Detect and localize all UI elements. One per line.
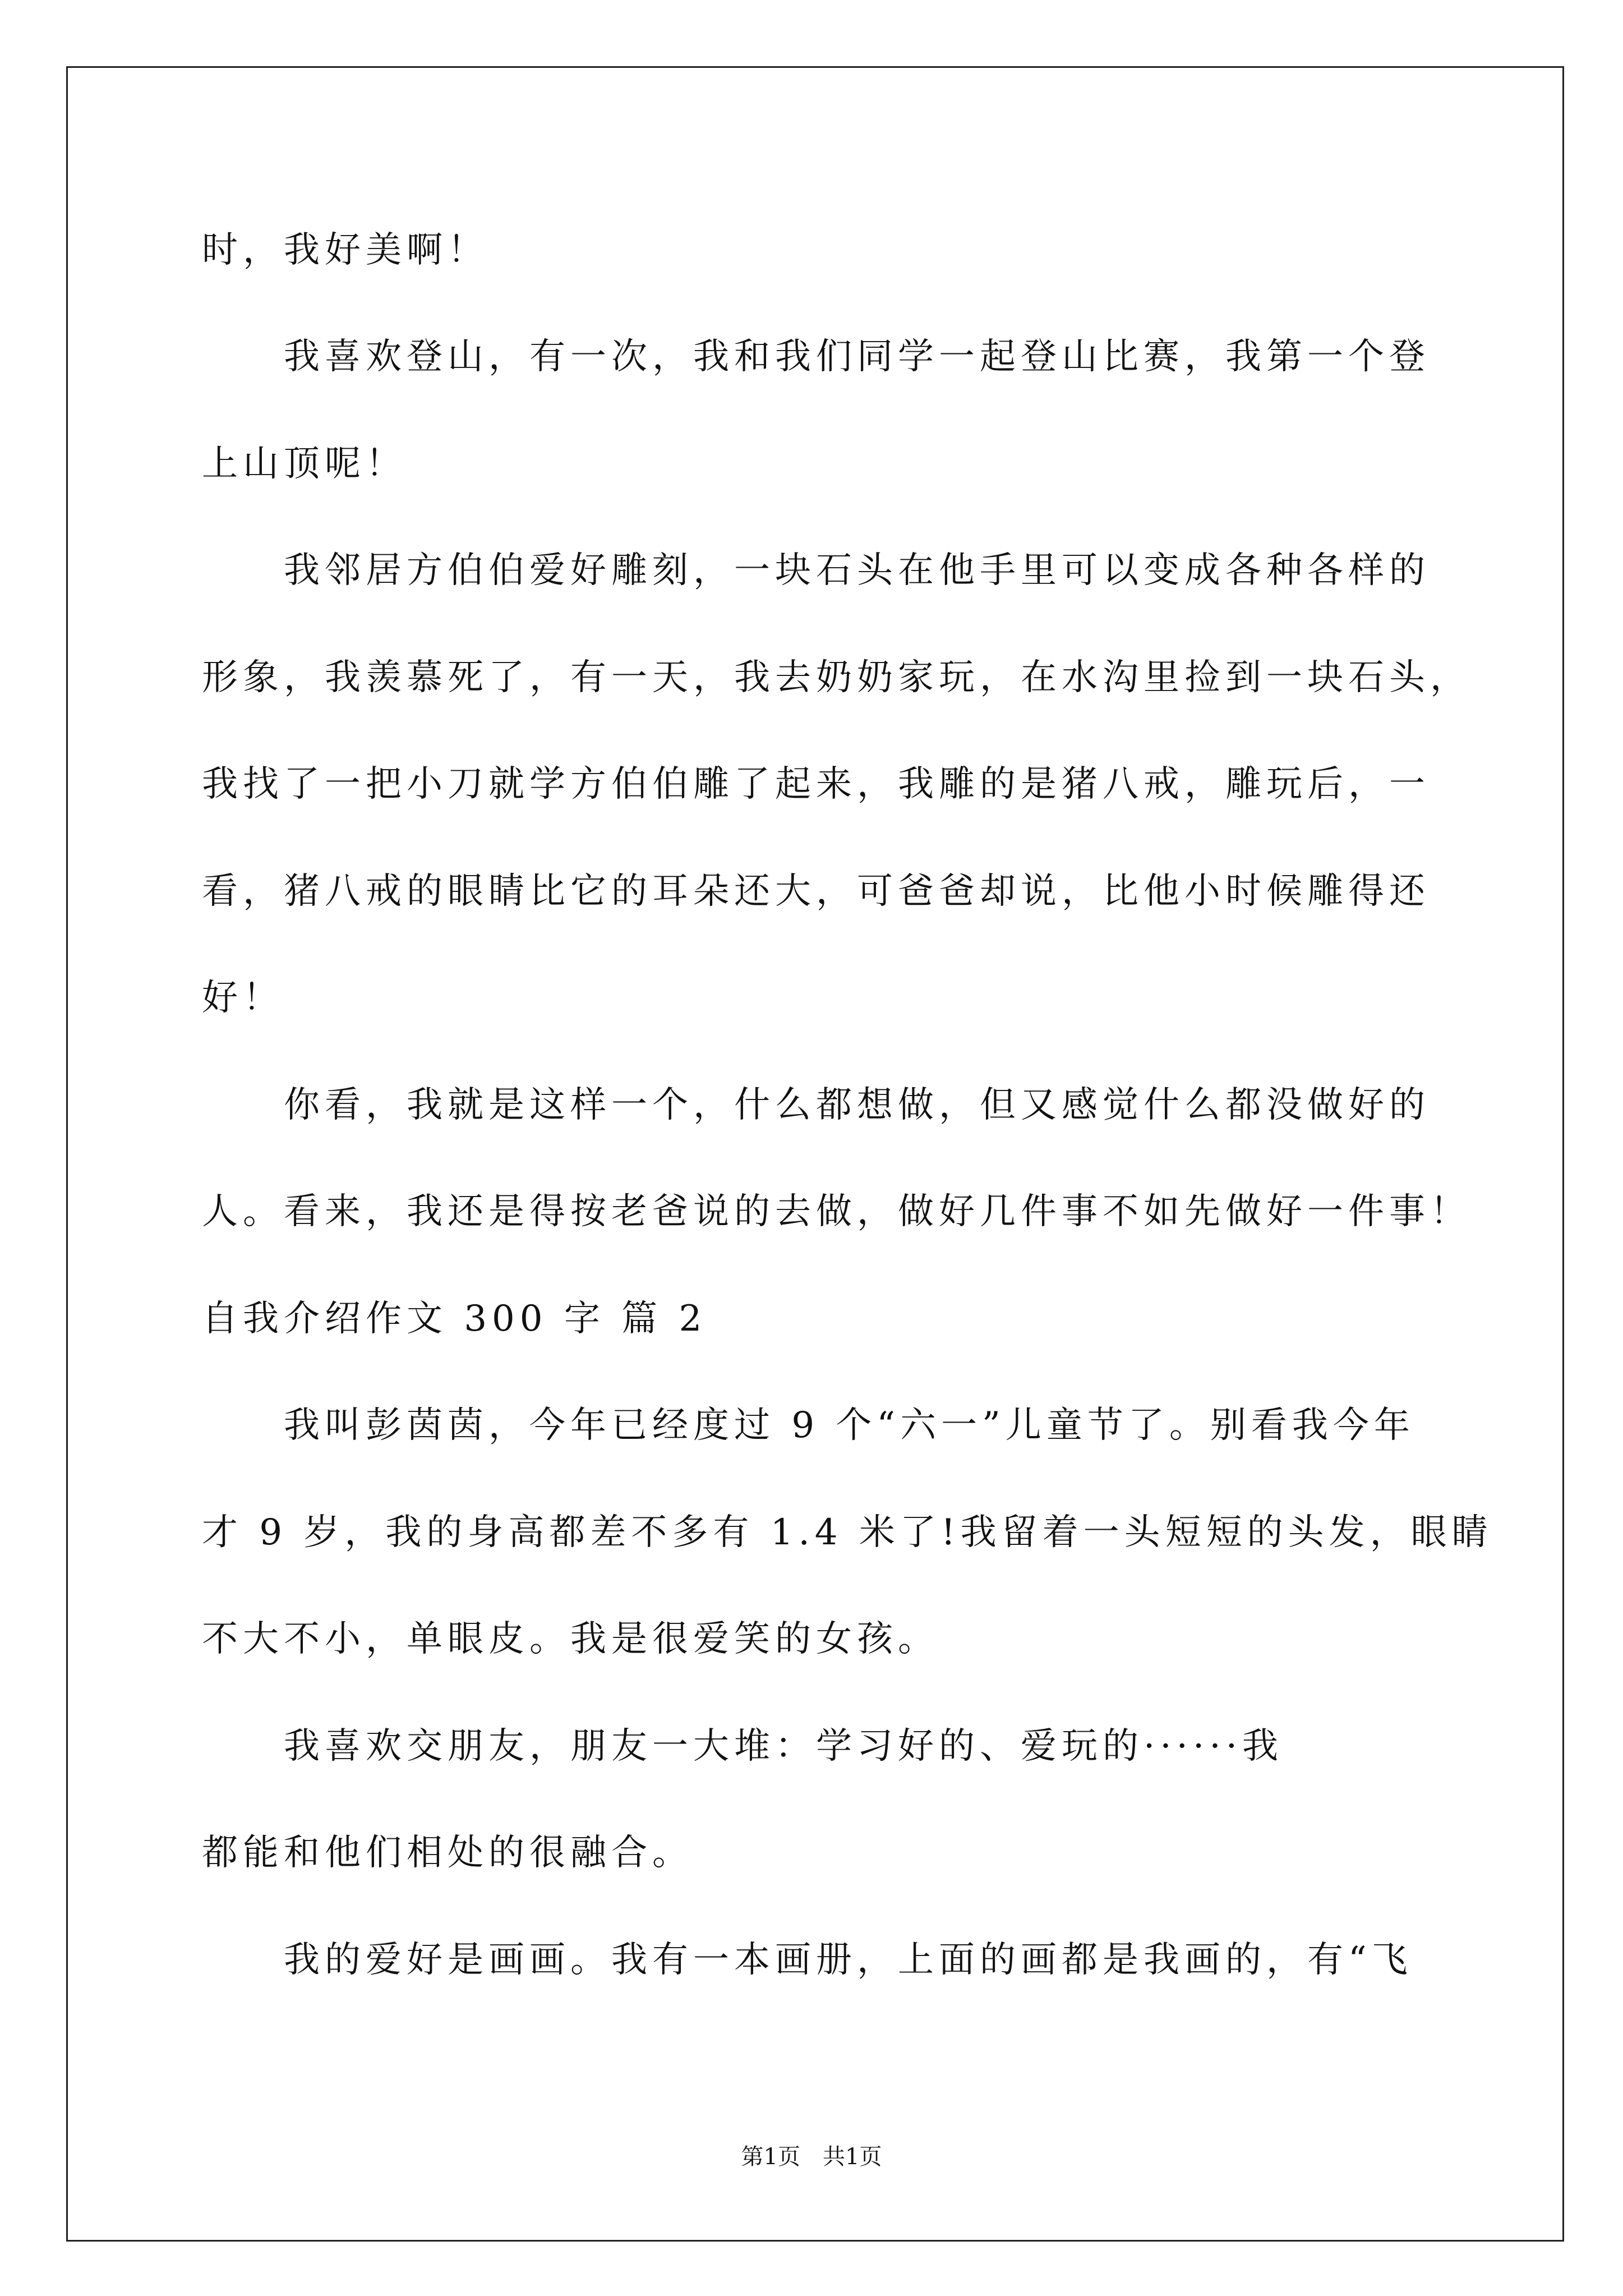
text-line: 上山顶呢！ [202, 443, 407, 485]
text-line: 不大不小，单眼皮。我是很爱笑的女孩。 [202, 1618, 939, 1660]
text-line: 好！ [202, 977, 284, 1019]
text-line: 我找了一把小刀就学方伯伯雕了起来，我雕的是猪八戒，雕玩后，一 [202, 763, 1430, 805]
text-line: 人。看来，我还是得按老爸说的去做，做好几件事不如先做好一件事！ [202, 1191, 1471, 1232]
section-heading: 自我介绍作文 300 字 篇 2 [202, 1298, 707, 1340]
text-line: 看，猪八戒的眼睛比它的耳朵还大，可爸爸却说，比他小时候雕得还 [202, 871, 1430, 912]
text-line: 时，我好美啊！ [202, 229, 488, 271]
text-line: 才 9 岁，我的身高都差不多有 1.4 米了!我留着一头短短的头发，眼睛 [202, 1512, 1493, 1553]
paragraph-start-line: 我的爱好是画画。我有一本画册，上面的画都是我画的，有“飞 [284, 1939, 1413, 1981]
paragraph-start-line: 我邻居方伯伯爱好雕刻，一块石头在他手里可以变成各种各样的 [284, 550, 1430, 591]
paragraph-start-line: 你看，我就是这样一个，什么都想做，但又感觉什么都没做好的 [284, 1084, 1430, 1126]
paragraph-start-line: 我喜欢交朋友，朋友一大堆：学习好的、爱玩的······我 [284, 1726, 1284, 1767]
text-line: 形象，我羡慕死了，有一天，我去奶奶家玩，在水沟里捡到一块石头， [202, 657, 1471, 698]
page-number-footer: 第1页 共1页 [741, 2144, 882, 2170]
paragraph-start-line: 我叫彭茵茵，今年已经度过 9 个“六一”儿童节了。别看我今年 [284, 1405, 1415, 1446]
text-line: 都能和他们相处的很融合。 [202, 1832, 693, 1874]
paragraph-start-line: 我喜欢登山，有一次，我和我们同学一起登山比赛，我第一个登 [284, 336, 1430, 378]
